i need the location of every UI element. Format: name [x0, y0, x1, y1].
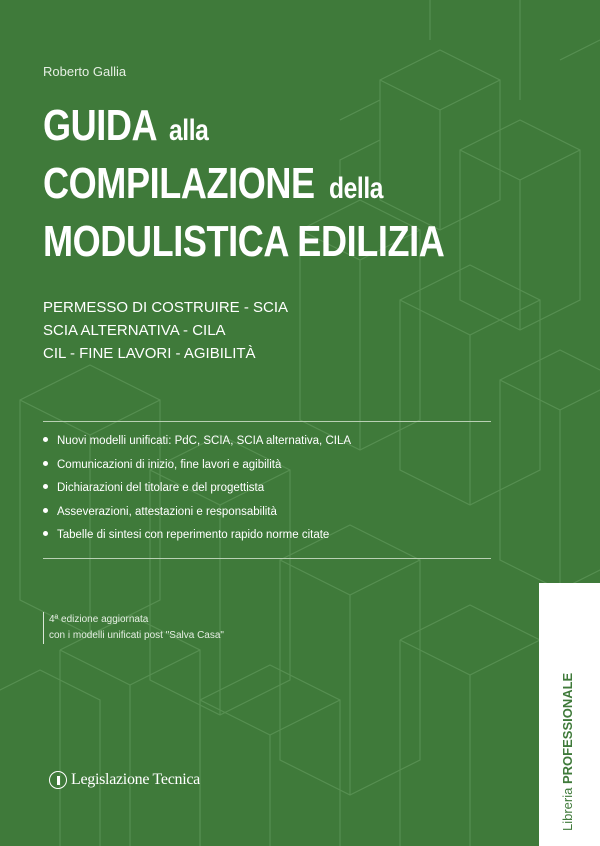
publisher-name: Legislazione Tecnica — [71, 771, 200, 788]
bullet-icon — [43, 484, 48, 489]
title-connector-1: alla — [169, 114, 209, 147]
title-line-3: MODULISTICA EDILIZIA — [43, 217, 445, 266]
subtitle-line: CIL - FINE LAVORI - AGIBILITÀ — [43, 345, 256, 362]
subtitle-line: SCIA ALTERNATIVA - CILA — [43, 322, 226, 339]
divider-top — [43, 421, 491, 422]
title-line-1: GUIDA — [43, 101, 158, 150]
list-item: Dichiarazioni del titolare e del progettista — [43, 477, 351, 501]
publisher-mark-icon — [49, 771, 67, 789]
list-item: Asseverazioni, attestazioni e responsabilità — [43, 501, 351, 525]
publisher-logo — [49, 771, 200, 789]
series-label — [560, 673, 575, 831]
feature-list — [43, 430, 351, 548]
subtitle — [43, 296, 288, 365]
edition-line: con i modelli unificati post "Salva Casa" — [49, 630, 224, 641]
bullet-icon — [43, 437, 48, 442]
series-band — [539, 583, 600, 846]
author-name: Roberto Gallia — [43, 64, 127, 79]
book-title — [43, 101, 532, 278]
list-item: Tabelle di sintesi con reperimento rapido norme citate — [43, 524, 351, 548]
bullet-icon — [43, 461, 48, 466]
series-prefix: Libreria — [560, 787, 575, 831]
bullet-icon — [43, 508, 48, 513]
title-line-2: COMPILAZIONE — [43, 159, 315, 208]
series-name: PROFESSIONALE — [560, 672, 575, 785]
edition-note — [43, 612, 224, 644]
divider-bottom — [43, 558, 491, 559]
list-item: Nuovi modelli unificati: PdC, SCIA, SCIA alternativa, CILA — [43, 430, 351, 454]
subtitle-line: PERMESSO DI COSTRUIRE - SCIA — [43, 299, 289, 316]
list-item: Comunicazioni di inizio, fine lavori e agibilità — [43, 454, 351, 478]
title-connector-2: della — [329, 172, 384, 205]
bullet-icon — [43, 531, 48, 536]
edition-line: 4ª edizione aggiornata — [49, 614, 149, 625]
